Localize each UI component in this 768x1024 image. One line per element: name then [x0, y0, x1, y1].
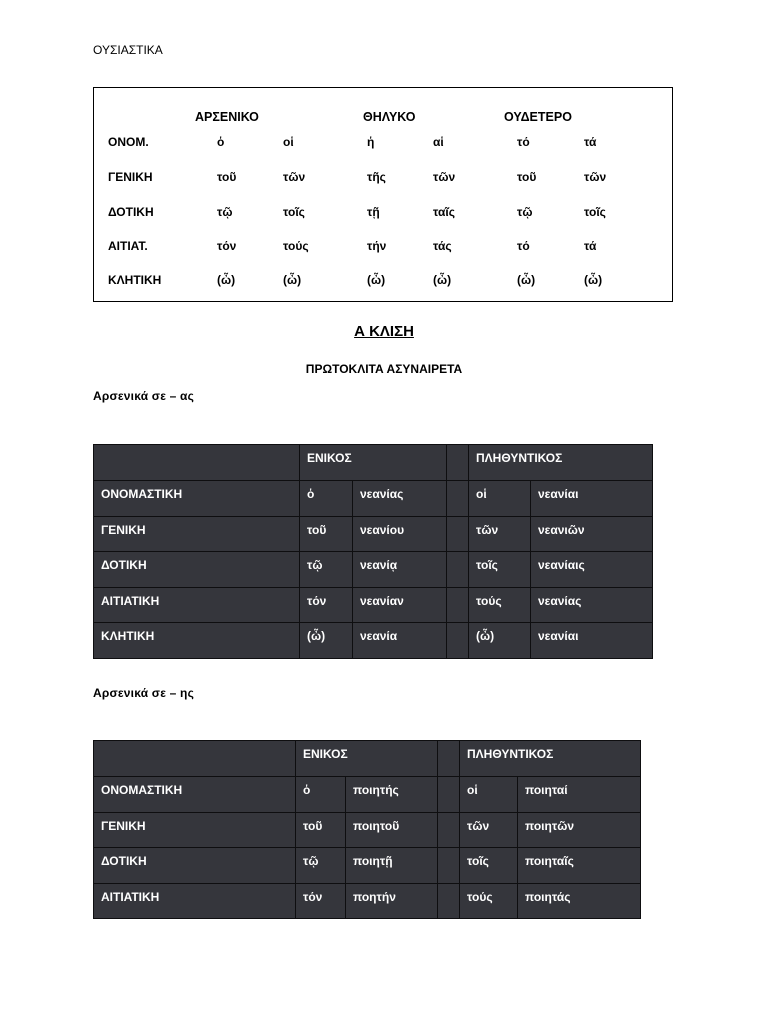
article-form: αἱ: [433, 135, 444, 149]
plural-article: τῶν: [460, 812, 518, 848]
article-form: ταῖς: [433, 205, 455, 219]
declension-table-is: [93, 740, 641, 919]
table-row: [94, 777, 641, 813]
article-form: τό: [517, 239, 530, 253]
article-form: τόν: [217, 239, 237, 253]
article-form: (ὦ): [283, 273, 302, 287]
section-subtitle: ΠΡΩΤΟΚΛΙΤΑ ΑΣΥΝΑΙΡΕΤΑ: [305, 362, 463, 376]
gap-cell: [447, 516, 469, 552]
singular-article: τοῦ: [296, 812, 346, 848]
article-form: τῶν: [584, 170, 607, 184]
table-row: [94, 623, 653, 659]
header-gap-cell: [438, 741, 460, 777]
plural-article: τούς: [469, 587, 531, 623]
plural-article: τούς: [460, 883, 518, 919]
article-case-label: ΓΕΝΙΚΗ: [108, 170, 153, 184]
case-label: ΓΕΝΙΚΗ: [94, 812, 296, 848]
article-form: (ὦ): [367, 273, 386, 287]
article-form: τοῖς: [584, 205, 606, 219]
case-label: ΑΙΤΙΑΤΙΚΗ: [94, 883, 296, 919]
article-form: (ὦ): [517, 273, 536, 287]
article-form: οἱ: [283, 135, 294, 149]
plural-noun: νεανίας: [531, 587, 653, 623]
plural-noun: νεανίαι: [531, 623, 653, 659]
plural-article: οἱ: [460, 777, 518, 813]
case-label: ΔΟΤΙΚΗ: [94, 848, 296, 884]
article-form: τοῖς: [283, 205, 305, 219]
table-row: [94, 812, 641, 848]
table-row: [94, 883, 641, 919]
gender-header-neuter: ΟΥΔΕΤΕΡΟ: [504, 110, 572, 124]
article-form: τοῦ: [517, 170, 537, 184]
article-form: τά: [584, 239, 597, 253]
gender-header-masculine: ΑΡΣΕΝΙΚΟ: [195, 110, 259, 124]
plural-noun: νεανίαι: [531, 481, 653, 517]
singular-article: ὁ: [300, 481, 353, 517]
case-label: ΟΝΟΜΑΣΤΙΚΗ: [94, 481, 300, 517]
article-form: τό: [517, 135, 530, 149]
singular-article: τοῦ: [300, 516, 353, 552]
gap-cell: [438, 777, 460, 813]
case-label: ΚΛΗΤΙΚΗ: [94, 623, 300, 659]
header-empty-cell: [94, 741, 296, 777]
table-header-row: [94, 741, 641, 777]
singular-article: τόν: [300, 587, 353, 623]
header-empty-cell: [94, 445, 300, 481]
header-plural: ΠΛΗΘΥΝΤΙΚΟΣ: [469, 445, 653, 481]
singular-article: τῷ: [300, 552, 353, 588]
article-form: τῶν: [433, 170, 456, 184]
article-form: τῷ: [517, 205, 533, 219]
document-heading: ΟΥΣΙΑΣΤΙΚΑ: [93, 43, 163, 57]
singular-article: ὁ: [296, 777, 346, 813]
case-label: ΑΙΤΙΑΤΙΚΗ: [94, 587, 300, 623]
singular-article: τόν: [296, 883, 346, 919]
article-form: ἡ: [367, 135, 375, 149]
article-form: τά: [584, 135, 597, 149]
section-title: Α ΚΛΙΣΗ: [354, 323, 414, 340]
gap-cell: [447, 587, 469, 623]
article-form: (ὦ): [433, 273, 452, 287]
table-row: [94, 587, 653, 623]
singular-noun: νεανίαν: [353, 587, 447, 623]
table-header-row: [94, 445, 653, 481]
table-row: [94, 516, 653, 552]
article-case-label: ΟΝΟΜ.: [108, 135, 149, 149]
gap-cell: [447, 481, 469, 517]
table2-label: Αρσενικά σε – ης: [93, 686, 195, 700]
plural-article: τοῖς: [469, 552, 531, 588]
plural-article: τοῖς: [460, 848, 518, 884]
plural-noun: νεανίαις: [531, 552, 653, 588]
article-form: (ὦ): [217, 273, 236, 287]
articles-table: [93, 87, 673, 302]
table-row: [94, 848, 641, 884]
plural-article: τῶν: [469, 516, 531, 552]
singular-noun: νεανίου: [353, 516, 447, 552]
plural-noun: νεανιῶν: [531, 516, 653, 552]
gap-cell: [438, 812, 460, 848]
article-form: ὁ: [217, 135, 225, 149]
article-form: τῆς: [367, 170, 386, 184]
header-gap-cell: [447, 445, 469, 481]
singular-article: (ὦ): [300, 623, 353, 659]
declension-table-as: [93, 444, 653, 659]
plural-noun: ποιηταῖς: [518, 848, 641, 884]
gap-cell: [438, 883, 460, 919]
header-plural: ΠΛΗΘΥΝΤΙΚΟΣ: [460, 741, 641, 777]
article-case-label: ΑΙΤΙΑΤ.: [108, 239, 148, 253]
singular-noun: ποιητοῦ: [346, 812, 438, 848]
singular-noun: νεανία: [353, 623, 447, 659]
case-label: ΔΟΤΙΚΗ: [94, 552, 300, 588]
article-form: τούς: [283, 239, 309, 253]
article-case-label: ΔΟΤΙΚΗ: [108, 205, 154, 219]
article-form: τῷ: [217, 205, 233, 219]
gap-cell: [447, 623, 469, 659]
gap-cell: [447, 552, 469, 588]
plural-article: οἱ: [469, 481, 531, 517]
singular-noun: ποιητῇ: [346, 848, 438, 884]
case-label: ΓΕΝΙΚΗ: [94, 516, 300, 552]
table1-label: Αρσενικά σε – ας: [93, 389, 195, 403]
gender-header-feminine: ΘΗΛΥΚΟ: [363, 110, 416, 124]
article-form: τῇ: [367, 205, 380, 219]
table-row: [94, 552, 653, 588]
header-singular: ΕΝΙΚΟΣ: [296, 741, 438, 777]
article-form: τάς: [433, 239, 452, 253]
article-form: τήν: [367, 239, 387, 253]
singular-noun: νεανίας: [353, 481, 447, 517]
plural-article: (ὦ): [469, 623, 531, 659]
singular-article: τῷ: [296, 848, 346, 884]
plural-noun: ποιητάς: [518, 883, 641, 919]
singular-noun: ποιητής: [346, 777, 438, 813]
gap-cell: [438, 848, 460, 884]
article-form: τοῦ: [217, 170, 237, 184]
article-case-label: ΚΛΗΤΙΚΗ: [108, 273, 162, 287]
article-form: τῶν: [283, 170, 306, 184]
singular-noun: νεανίᾳ: [353, 552, 447, 588]
singular-noun: ποητήν: [346, 883, 438, 919]
article-form: (ὦ): [584, 273, 603, 287]
plural-noun: ποιητῶν: [518, 812, 641, 848]
table-row: [94, 481, 653, 517]
plural-noun: ποιηταί: [518, 777, 641, 813]
case-label: ΟΝΟΜΑΣΤΙΚΗ: [94, 777, 296, 813]
header-singular: ΕΝΙΚΟΣ: [300, 445, 447, 481]
